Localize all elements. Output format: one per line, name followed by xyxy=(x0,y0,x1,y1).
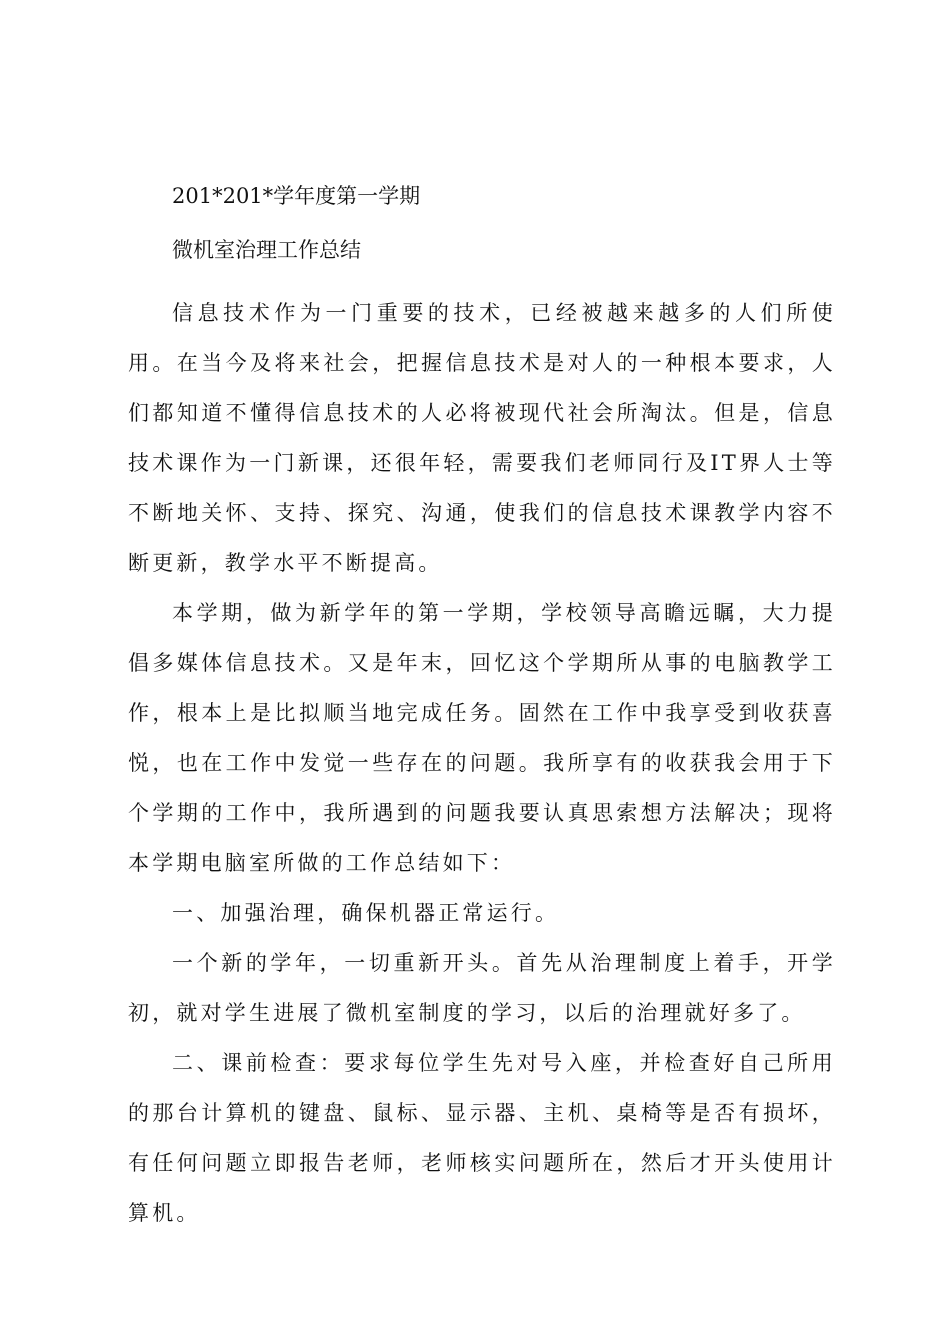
section-heading-1: 一、加强治理，确保机器正常运行。 xyxy=(172,901,560,925)
paragraph-semester: 本学期，做为新学年的第一学期，学校领导高瞻远瞩，大力提倡多媒体信息技术。又是年末，回忆这个学期所从事的电脑教学工作，根本上是比拟顺当地完成任务。固然在工作中我享受到收获喜悦，也在工作中发觉一些存在的问题。我所享有的收获我会用于下个学期的工作中，我所遇到的问题我要认真思索想方法解决；现将本学期电脑室所做的工作总结如下： xyxy=(128,601,836,875)
document-title: 微机室治理工作总结 xyxy=(172,238,361,262)
paragraph-new-year: 一个新的学年，一切重新开头。首先从治理制度上着手，开学初，就对学生进展了微机室制度的学习，以后的治理就好多了。 xyxy=(128,951,836,1025)
section-heading-2: 二、课前检查：要求每位学生先对号入座，并检查好自己所用的那台计算机的键盘、鼠标、显示器、主机、桌椅等是否有损坏，有任何问题立即报告老师，老师核实问题所在，然后才开头使用计算机。 xyxy=(128,1051,836,1225)
paragraph-intro: 信息技术作为一门重要的技术，已经被越来越多的人们所使用。在当今及将来社会，把握信息技术是对人的一种根本要求，人们都知道不懂得信息技术的人必将被现代社会所淘汰。但是，信息技术课作为一门新课，还很年轻，需要我们老师同行及IT界人士等不断地关怀、支持、探究、沟通，使我们的信息技术课教学内容不断更新，教学水平不断提高。 xyxy=(128,301,836,575)
term-line: 201*201*学年度第一学期 xyxy=(172,184,421,208)
document-body xyxy=(128,180,836,1238)
